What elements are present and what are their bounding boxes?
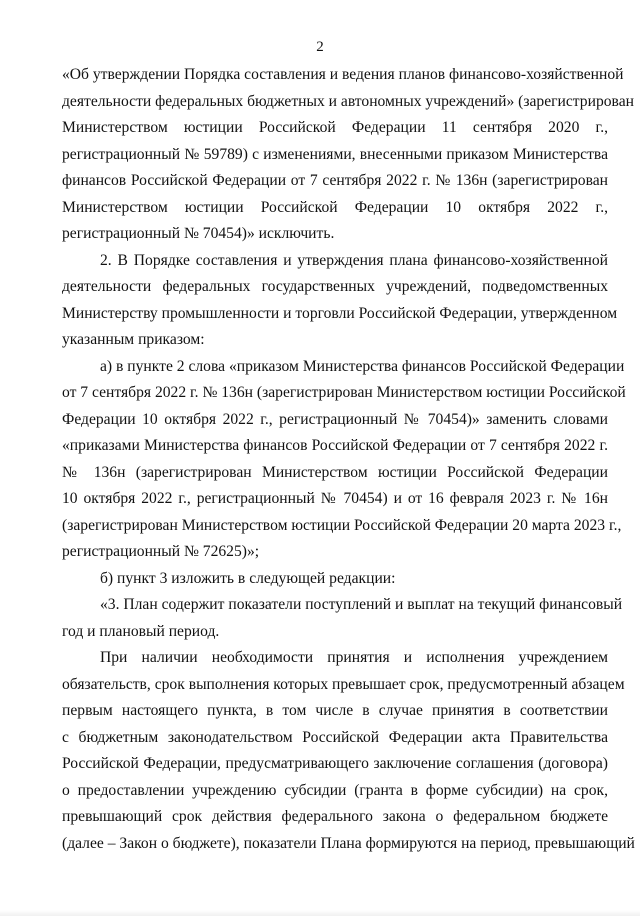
paragraph-clause-3 (62, 592, 623, 645)
text-line: регистрационный № 59789) с изменениями, внесенными приказом Министерства (62, 145, 608, 163)
text-line: (далее – Закон о бюджете), показатели Плана формируются на период, превышающий (62, 834, 635, 852)
text-line: деятельности федеральных государственных учреждений, подведомственных (62, 278, 608, 295)
text-line: 10 октября 2022 г., регистрационный № 70454) и от 16 февраля 2023 г. № 16н (62, 490, 608, 507)
text-line: «Об утверждении Порядка составления и ведения планов финансово-хозяйственной (62, 66, 624, 83)
text-line: При наличии необходимости принятия и исполнения учреждением (100, 649, 608, 666)
text-line: финансов Российской Федерации от 7 сентября 2022 г. № 136н (зарегистрирован (62, 172, 608, 189)
paragraph-clause-3-cont (62, 645, 635, 857)
text-line: «приказами Министерства финансов Российской Федерации от 7 сентября 2022 г. (62, 437, 608, 454)
text-line: № 136н (зарегистрирован Министерством юстиции Российской Федерации (62, 463, 608, 481)
text-line: указанным приказом: (62, 331, 205, 348)
text-line: первым настоящего пункта, в том числе в случае принятия в соответствии (62, 702, 608, 719)
text-line: с бюджетным законодательством Российской Федерации акта Правительства (62, 728, 608, 746)
scan-bottom-edge (0, 910, 640, 916)
text-line: «3. План содержит показатели поступлений и выплат на текущий финансовый (100, 596, 623, 613)
text-line: Министерством юстиции Российской Федерации 10 октября 2022 г., (62, 198, 608, 216)
paragraph-item-2 (62, 248, 618, 354)
text-line: Федерации 10 октября 2022 г., регистрационный № 70454)» заменить словами (62, 410, 608, 428)
text-line: 2. В Порядке составления и утверждения плана финансово-хозяйственной (100, 251, 608, 269)
text-line: (зарегистрирован Министерством юстиции Российской Федерации 20 марта 2023 г., (62, 516, 622, 534)
text-line: Российской Федерации, предусматривающего заключение соглашения (договора) (62, 755, 608, 772)
text-line: деятельности федеральных бюджетных и автономных учреждений» (зарегистрирован (62, 92, 634, 110)
paragraph-item-2b (62, 566, 608, 593)
text-line: Министерству промышленности и торговли Российской Федерации, утвержденном (62, 304, 618, 322)
paragraph-item-2a (62, 354, 626, 566)
text-line: от 7 сентября 2022 г. № 136н (зарегистрирован Министерством юстиции Российской (62, 384, 626, 401)
text-line: Министерством юстиции Российской Федерации 11 сентября 2020 г., (62, 119, 608, 136)
paragraph-intro-end (62, 62, 634, 248)
text-line: превышающий срок действия федерального закона о федеральном бюджете (62, 808, 608, 825)
text-line: регистрационный № 72625)»; (62, 543, 260, 560)
text-line: регистрационный № 70454)» исключить. (62, 225, 335, 242)
text-line: о предоставлении учреждению субсидии (гранта в форме субсидии) на срок, (62, 781, 608, 799)
text-line: обязательств, срок выполнения которых превышает срок, предусмотренный абзацем (62, 675, 625, 693)
text-line: б) пункт 3 изложить в следующей редакции: (100, 569, 396, 587)
document-body (62, 62, 635, 857)
text-line: год и плановый период. (62, 622, 220, 640)
page-number: 2 (316, 39, 324, 55)
text-line: а) в пункте 2 слова «приказом Министерства финансов Российской Федерации (100, 357, 625, 375)
